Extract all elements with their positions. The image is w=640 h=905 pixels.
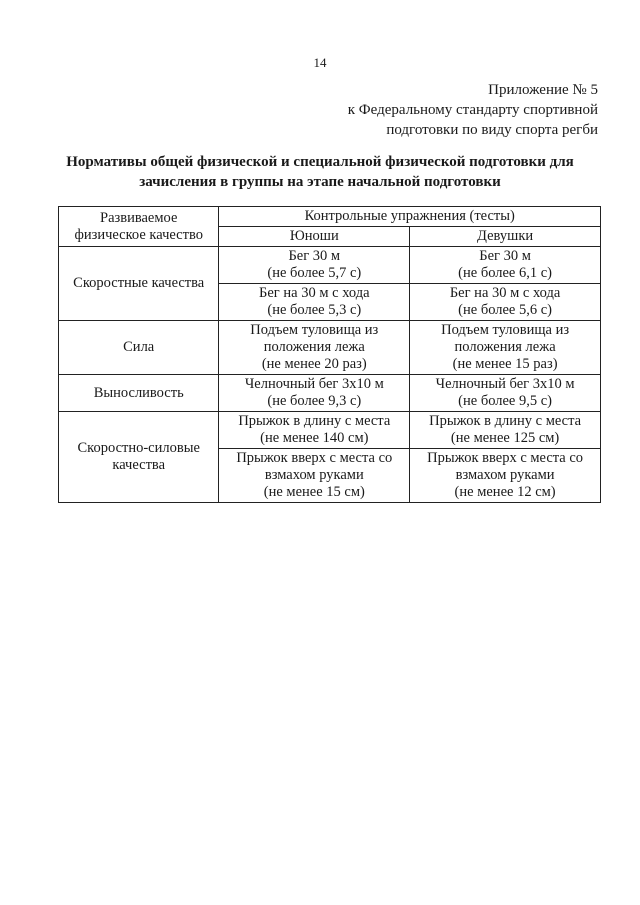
title-line-2: зачисления в группы на этапе начальной подготовки [139,174,501,190]
page-number: 14 [313,55,327,70]
boys-norm-cell: Челночный бег 3х10 м (не более 9,3 с) [219,375,410,412]
table-header-row [59,207,601,227]
header-tests: Контрольные упражнения (тесты) [219,207,601,227]
header-boys: Юноши [219,227,410,247]
girls-norm-cell: Бег 30 м (не более 6,1 с) [410,247,601,284]
girls-norm-cell: Подъем туловища из положения лежа (не менее 15 раз) [410,321,601,375]
boys-norm-cell: Прыжок вверх с места со взмахом руками (не менее 15 см) [219,449,410,503]
boys-norm-cell: Прыжок в длину с места (не менее 140 см) [219,412,410,449]
header-quality: Развиваемое физическое качество [59,207,219,247]
header-girls: Девушки [410,227,601,247]
quality-cell: Скоростно-силовые качества [59,412,219,503]
girls-norm-cell: Прыжок вверх с места со взмахом руками (не менее 12 см) [410,449,601,503]
boys-norm-cell: Подъем туловища из положения лежа (не менее 20 раз) [219,321,410,375]
standards-table [58,206,601,503]
table-row [59,247,601,284]
table-row [59,375,601,412]
girls-norm-cell: Прыжок в длину с места (не менее 125 см) [410,412,601,449]
quality-cell: Сила [59,321,219,375]
boys-norm-cell: Бег на 30 м с хода (не более 5,3 с) [219,284,410,321]
appendix-line-1: Приложение № 5 [488,82,598,98]
document-title [40,152,600,192]
boys-norm-cell: Бег 30 м (не более 5,7 с) [219,247,410,284]
table-row [59,412,601,449]
quality-cell: Выносливость [59,375,219,412]
table-row [59,321,601,375]
appendix-line-3: подготовки по виду спорта регби [386,122,598,138]
appendix-heading [348,80,598,140]
appendix-line-2: к Федеральному стандарту спортивной [347,102,598,118]
girls-norm-cell: Челночный бег 3х10 м (не более 9,5 с) [410,375,601,412]
girls-norm-cell: Бег на 30 м с хода (не более 5,6 с) [410,284,601,321]
title-line-1: Нормативы общей физической и специальной физической подготовки для [66,154,574,170]
quality-cell: Скоростные качества [59,247,219,321]
